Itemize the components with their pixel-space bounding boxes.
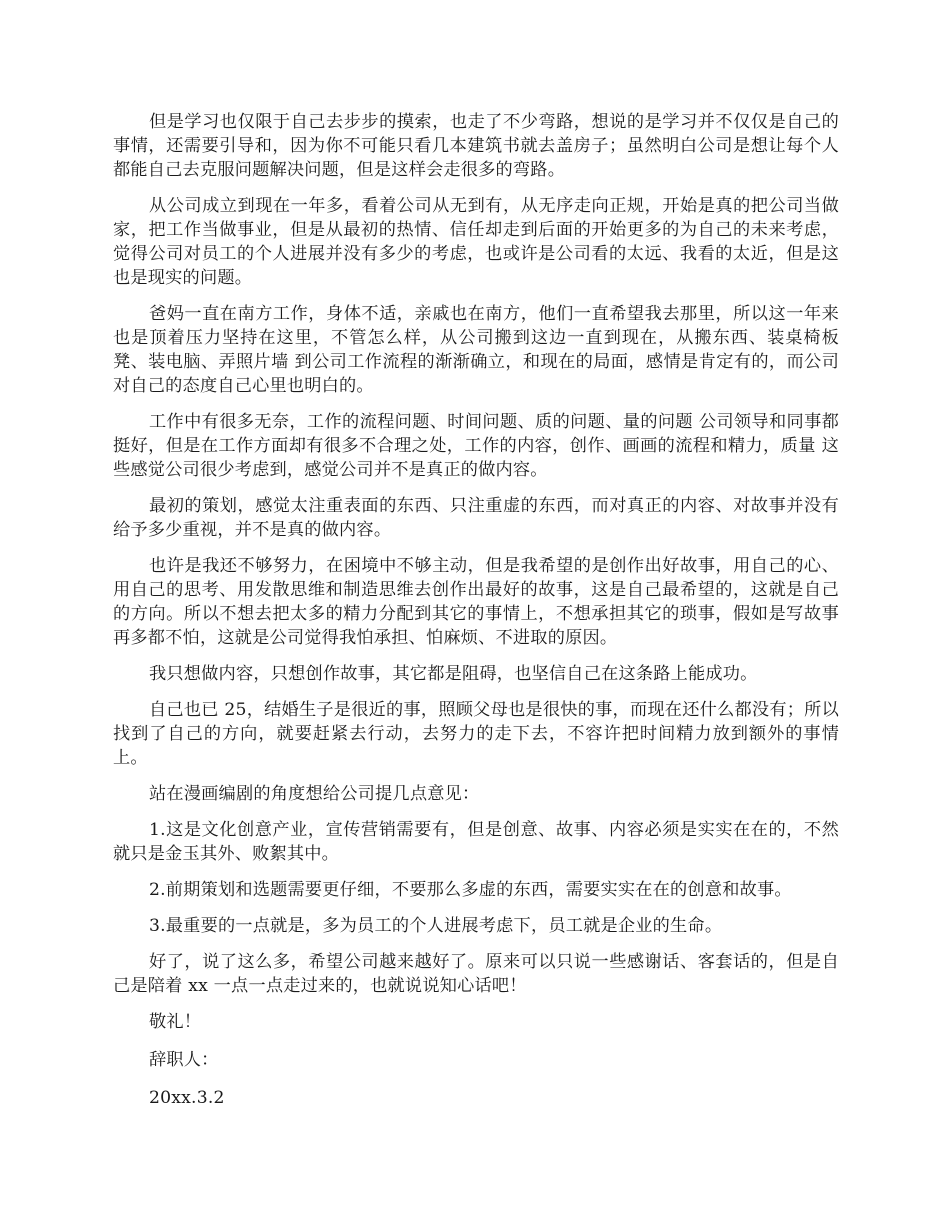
suggestion-item-2: 2.前期策划和选题需要更仔细，不要那么多虚的东西，需要实实在在的创意和故事。 <box>149 880 792 900</box>
body-paragraph: 也许是我还不够努力，在困境中不够主动，但是我希望的是创作出好故事，用自己的心、用自己的思考、用发散思维和制造思维去创作出最好的故事，这是自己最希望的，这就是自己的方向。所以不想去把太多的精力分配到其它的事情上，不想承担其它的琐事，假如是写故事再多都不怕，这就是公司觉得我怕承担、怕麻烦、不进取的原因。 <box>113 556 839 648</box>
salutation: 敬礼！ <box>149 1012 202 1032</box>
body-paragraph: 我只想做内容，只想创作故事，其它都是阻碍，也坚信自己在这条路上能成功。 <box>149 664 758 684</box>
body-paragraph: 从公司成立到现在一年多，看着公司从无到有，从无序走向正规，开始是真的把公司当做家，把工作当做事业，但是从最初的热情、信任却走到后面的开始更多的为自己的未来考虑，觉得公司对员工的个人进展并没有多少的考虑，也或许是公司看的太远、我看的太近，但是这也是现实的问题。 <box>113 196 839 288</box>
body-paragraph: 自己也已 25，结婚生子是很近的事，照顾父母也是很快的事，而现在还什么都没有；所以找到了自己的方向，就要赶紧去行动，去努力的走下去，不容许把时间精力放到额外的事情上。 <box>113 700 839 768</box>
body-paragraph: 但是学习也仅限于自己去步步的摸索，也走了不少弯路，想说的是学习并不仅仅是自己的事情，还需要引导和，因为你不可能只看几本建筑书就去盖房子；虽然明白公司是想让每个人都能自己去克服问题解决问题，但是这样会走很多的弯路。 <box>113 112 839 180</box>
suggestion-item-1: 1.这是文化创意产业，宣传营销需要有，但是创意、故事、内容必须是实实在在的，不然就只是金玉其外、败絮其中。 <box>113 820 839 864</box>
suggestion-item-3: 3.最重要的一点就是，多为员工的个人进展考虑下，员工就是企业的生命。 <box>149 916 723 936</box>
document-body <box>113 110 839 1124</box>
resigner-label: 辞职人： <box>149 1050 219 1070</box>
suggestions-heading: 站在漫画编剧的角度想给公司提几点意见： <box>149 784 480 804</box>
closing-paragraph: 好了，说了这么多，希望公司越来越好了。原来可以只说一些感谢话、客套话的，但是自己是陪着 xx 一点一点走过来的，也就说说知心话吧！ <box>113 952 839 996</box>
body-paragraph: 爸妈一直在南方工作，身体不适，亲戚也在南方，他们一直希望我去那里，所以这一年来也是顶着压力坚持在这里，不管怎么样，从公司搬到这边一直到现在，从搬东西、装桌椅板凳、装电脑、弄照片墙 到公司工作流程的渐渐确立，和现在的局面，感情是肯定有的，而公司对自己的态度自己心里也明白的。 <box>113 304 839 396</box>
body-paragraph: 最初的策划，感觉太注重表面的东西、只注重虚的东西，而对真正的内容、对故事并没有给予多少重视，并不是真的做内容。 <box>113 496 839 540</box>
body-paragraph: 工作中有很多无奈，工作的流程问题、时间问题、质的问题、量的问题 公司领导和同事都挺好，但是在工作方面却有很多不合理之处，工作的内容，创作、画画的流程和精力，质量 这些感觉公司很少考虑到，感觉公司并不是真正的做内容。 <box>113 412 839 480</box>
date: 20xx.3.2 <box>149 1088 225 1108</box>
